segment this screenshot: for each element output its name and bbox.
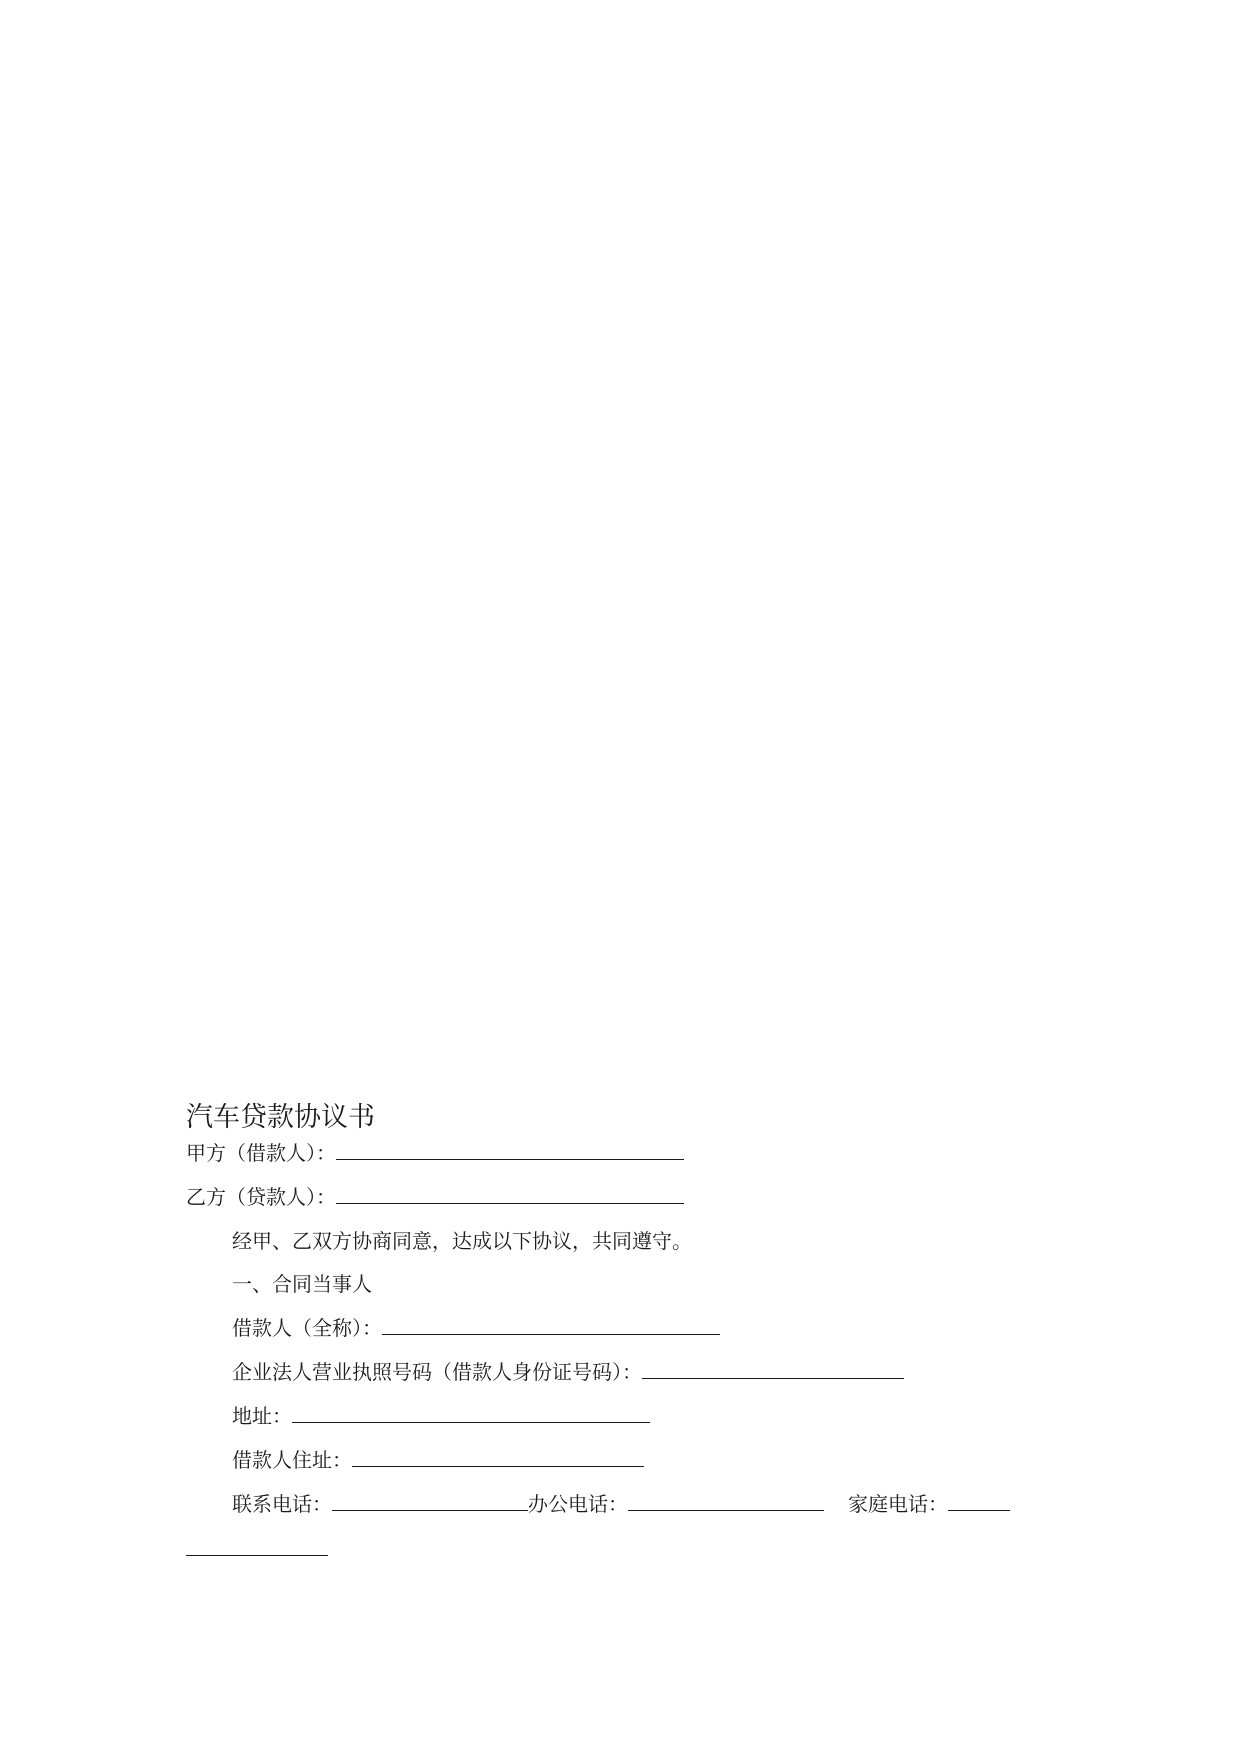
residence-row bbox=[232, 1447, 644, 1473]
party-b-row bbox=[186, 1184, 684, 1210]
preamble-text: 经甲、乙双方协商同意，达成以下协议，共同遵守。 bbox=[232, 1229, 692, 1253]
license-id-input-blank[interactable] bbox=[642, 1359, 904, 1379]
party-b-input-blank[interactable] bbox=[336, 1184, 684, 1204]
contact-phone-label: 联系电话： bbox=[232, 1492, 332, 1516]
office-phone-input-blank[interactable] bbox=[628, 1491, 824, 1511]
address-input-blank[interactable] bbox=[292, 1403, 650, 1423]
borrower-fullname-input-blank[interactable] bbox=[382, 1315, 720, 1335]
phone-row bbox=[232, 1491, 1010, 1517]
license-id-label: 企业法人营业执照号码（借款人身份证号码）： bbox=[232, 1360, 642, 1384]
address-row bbox=[232, 1403, 650, 1429]
license-id-row bbox=[232, 1359, 904, 1385]
home-phone-continuation-blank[interactable] bbox=[186, 1554, 328, 1556]
borrower-fullname-label: 借款人（全称）： bbox=[232, 1316, 382, 1340]
address-label: 地址： bbox=[232, 1404, 292, 1428]
residence-label: 借款人住址： bbox=[232, 1448, 352, 1472]
home-phone-input-blank[interactable] bbox=[948, 1491, 1010, 1511]
section-1-heading: 一、合同当事人 bbox=[232, 1272, 372, 1296]
home-phone-label: 家庭电话： bbox=[848, 1492, 948, 1516]
party-a-input-blank[interactable] bbox=[336, 1140, 684, 1160]
residence-input-blank[interactable] bbox=[352, 1447, 644, 1467]
contact-phone-input-blank[interactable] bbox=[332, 1491, 528, 1511]
document-title: 汽车贷款协议书 bbox=[186, 1102, 375, 1133]
party-a-label: 甲方（借款人）： bbox=[186, 1141, 336, 1165]
party-b-label: 乙方（贷款人）： bbox=[186, 1185, 336, 1209]
office-phone-label: 办公电话： bbox=[528, 1492, 628, 1516]
borrower-fullname-row bbox=[232, 1315, 720, 1341]
party-a-row bbox=[186, 1140, 684, 1166]
